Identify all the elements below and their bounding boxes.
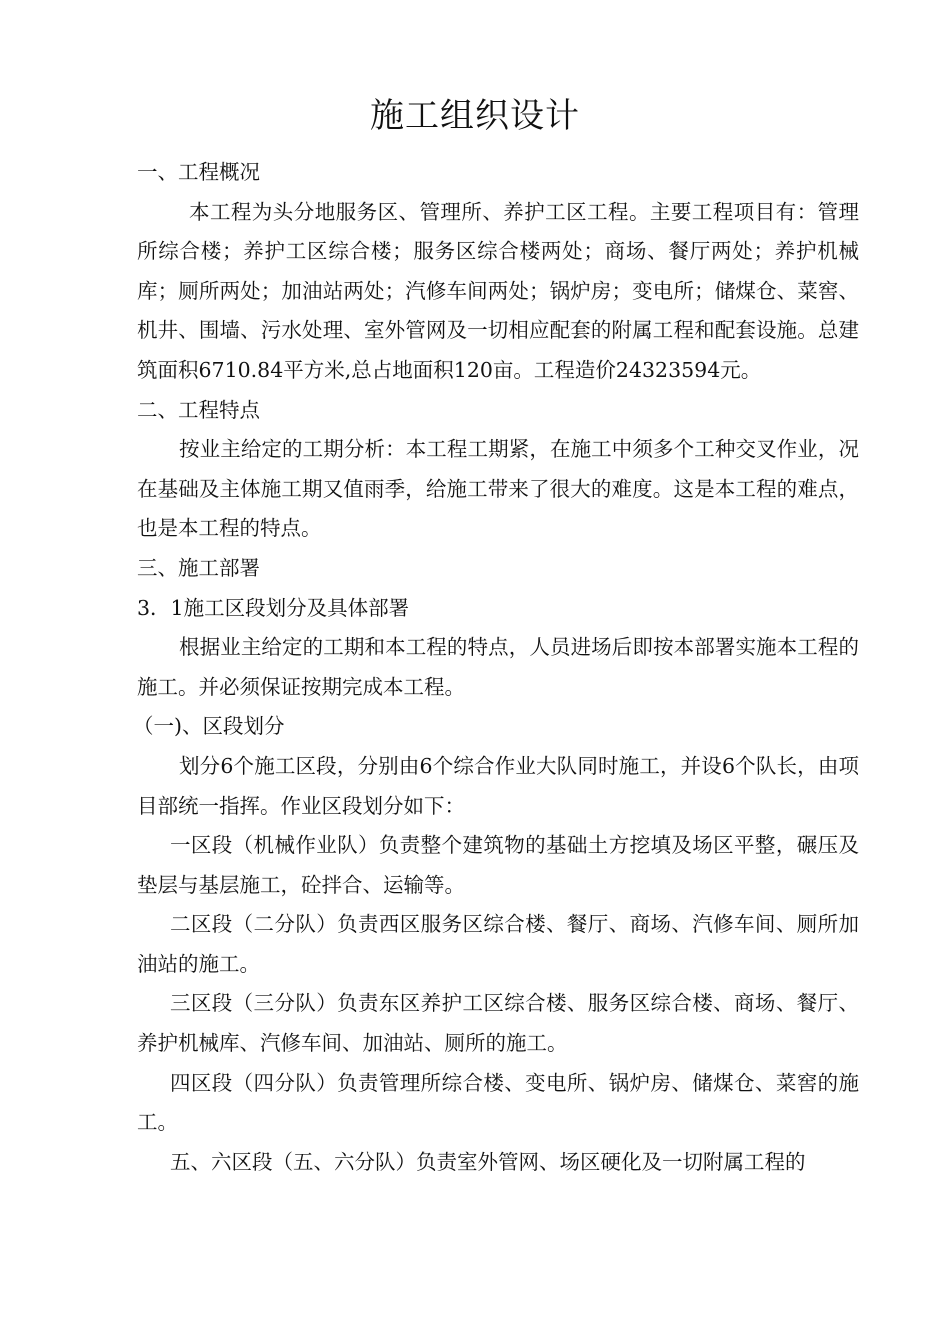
list-item-zone-2: 二区段（二分队）负责西区服务区综合楼、餐厅、商场、汽修车间、厕所加油站的施工。 bbox=[137, 912, 859, 976]
section-heading-deployment: 三、施工部署 bbox=[137, 555, 260, 580]
section-heading-overview: 一、工程概况 bbox=[137, 160, 260, 184]
paragraph-deployment: 根据业主给定的工期和本工程的特点，人员进场后即按本部署实施本工程的施工。并必须保证按期完成本工程。 bbox=[137, 635, 859, 699]
subheading-zone-division: （一)、区段划分 bbox=[133, 714, 285, 739]
document-title: 施工组织设计 bbox=[370, 96, 580, 136]
subsection-heading-3-1: 3．1施工区段划分及具体部署 bbox=[137, 595, 410, 620]
list-item-zone-5-6: 五、六区段（五、六分队）负责室外管网、场区硬化及一切附属工程的 bbox=[170, 1149, 806, 1174]
list-item-zone-1: 一区段（机械作业队）负责整个建筑物的基础土方挖填及场区平整，碾压及垫层与基层施工，砼拌合、运输等。 bbox=[137, 833, 859, 897]
list-item-zone-4: 四区段（四分队）负责管理所综合楼、变电所、锅炉房、储煤仓、菜窖的施工。 bbox=[137, 1070, 859, 1135]
list-item-zone-3: 三区段（三分队）负责东区养护工区综合楼、服务区综合楼、商场、餐厅、养护机械库、汽修车间、加油站、厕所的施工。 bbox=[137, 991, 859, 1056]
paragraph-zone-division: 划分6个施工区段，分别由6个综合作业大队同时施工，并设6个队长，由项目部统一指挥。作业区段划分如下： bbox=[137, 753, 859, 818]
paragraph-overview: 本工程为头分地服务区、管理所、养护工区工程。主要工程项目有：管理所综合楼；养护工区综合楼；服务区综合楼两处；商场、餐厅两处；养护机械库；厕所两处；加油站两处；汽修车间两处；锅炉房；变电所；储煤仓、菜窖、机井、围墙、污水处理、室外管网及一切相应配套的附属工程和配套设施。总建筑面积6710.84平方米,总占地面积120亩。工程造价24323594元。 bbox=[137, 199, 859, 382]
paragraph-features: 按业主给定的工期分析：本工程工期紧，在施工中须多个工种交叉作业，况在基础及主体施工期又值雨季，给施工带来了很大的难度。这是本工程的难点，也是本工程的特点。 bbox=[137, 437, 859, 541]
section-heading-features: 二、工程特点 bbox=[137, 397, 260, 422]
document-body bbox=[133, 153, 859, 1182]
